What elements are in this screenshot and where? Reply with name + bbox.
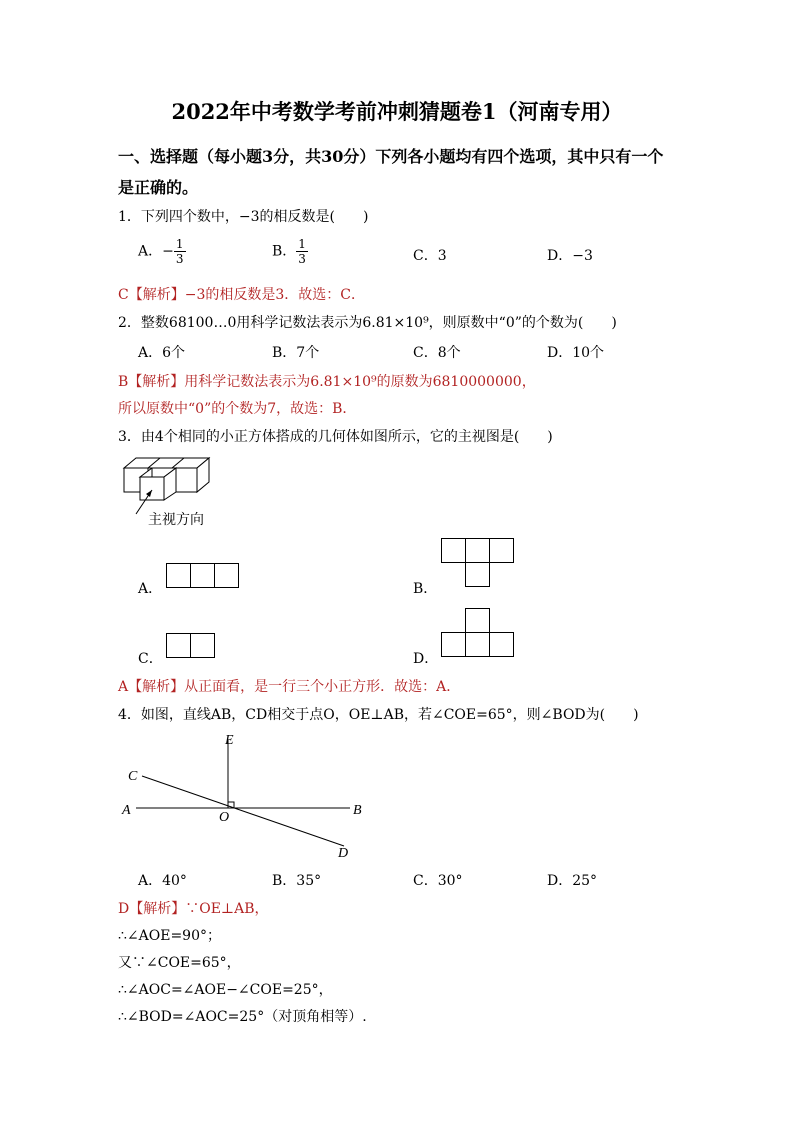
q2-option-a: A．6个 (138, 345, 186, 361)
q4-solution-step-2: 又∵∠COE=65°， (118, 955, 241, 971)
q4-solution-step-3: ∴∠AOC=∠AOE−∠COE=25°， (118, 982, 333, 998)
q1-option-b: B． $\frac{1}{3}$ (272, 237, 306, 266)
q2-option-b: B．7个 (272, 345, 320, 361)
q4-solution-step-4: ∴∠BOD=∠AOC=25°（对顶角相等）. (118, 1009, 367, 1025)
q1-stem: 1．下列四个数中，−3的相反数是( ) (118, 209, 369, 225)
point-b-label: B (353, 803, 362, 818)
q4-option-b: B．35° (272, 873, 322, 889)
q4-option-d: D．25° (547, 873, 598, 889)
q2-option-c: C．8个 (413, 345, 461, 361)
point-a-label: A (122, 803, 131, 818)
q3-option-d-label: D． (413, 651, 439, 667)
section-heading-line2: 是正确的。 (118, 178, 199, 197)
q3-view-direction-label: 主视方向 (148, 512, 204, 528)
q1-option-a: A．− $\frac{1}{3}$ (138, 237, 184, 266)
point-e-label: E (225, 733, 234, 748)
q2-option-d: D．10个 (547, 345, 605, 361)
line-cd (142, 776, 344, 846)
q1-option-d: D．−3 (547, 248, 593, 264)
fraction-one-third: $\frac{1}{3}$ (175, 237, 184, 266)
q3-option-b-figure (441, 538, 517, 590)
point-c-label: C (128, 769, 138, 784)
q3-stem: 3．由4个相同的小正方体搭成的几何体如图所示，它的主视图是( ) (118, 429, 553, 445)
q3-option-c-label: C． (138, 651, 163, 667)
section-heading-line1: 一、选择题（每小题3分，共30分）下列各小题均有四个选项，其中只有一个 (118, 147, 664, 166)
q3-option-a-figure (166, 563, 242, 589)
q4-line-figure (118, 730, 368, 860)
q4-option-a: A．40° (138, 873, 187, 889)
q2-stem: 2．整数68100…0用科学记数法表示为6.81×10⁹，则原数中“0”的个数为( ) (118, 315, 617, 331)
q3-option-a-label: A． (138, 581, 163, 597)
q4-answer: D【解析】∵OE⊥AB， (118, 901, 269, 917)
point-o-label: O (219, 810, 230, 825)
page-title: 2022年中考数学考前冲刺猜题卷1（河南专用） (171, 99, 623, 124)
q3-option-d-figure (441, 608, 517, 660)
q4-solution-step-1: ∴∠AOE=90°； (118, 928, 221, 944)
q4-stem: 4．如图，直线AB，CD相交于点O，OE⊥AB，若∠COE=65°，则∠BOD为( ) (118, 707, 639, 723)
q1-option-c: C．3 (413, 248, 447, 264)
q3-option-b-label: B． (413, 581, 438, 597)
q4-option-c: C．30° (413, 873, 463, 889)
q3-option-c-figure (166, 633, 218, 659)
q1-answer: C【解析】−3的相反数是3．故选：C． (118, 287, 365, 303)
q2-answer-line2: 所以原数中“0”的个数为7，故选：B． (118, 401, 357, 417)
fraction-one-third: $\frac{1}{3}$ (298, 237, 306, 266)
q3-answer: A【解析】从正面看，是一行三个小正方形．故选：A． (118, 679, 461, 695)
q2-answer-line1: B【解析】用科学记数法表示为6.81×10⁹的原数为6810000000， (118, 374, 536, 390)
point-d-label: D (338, 846, 349, 860)
